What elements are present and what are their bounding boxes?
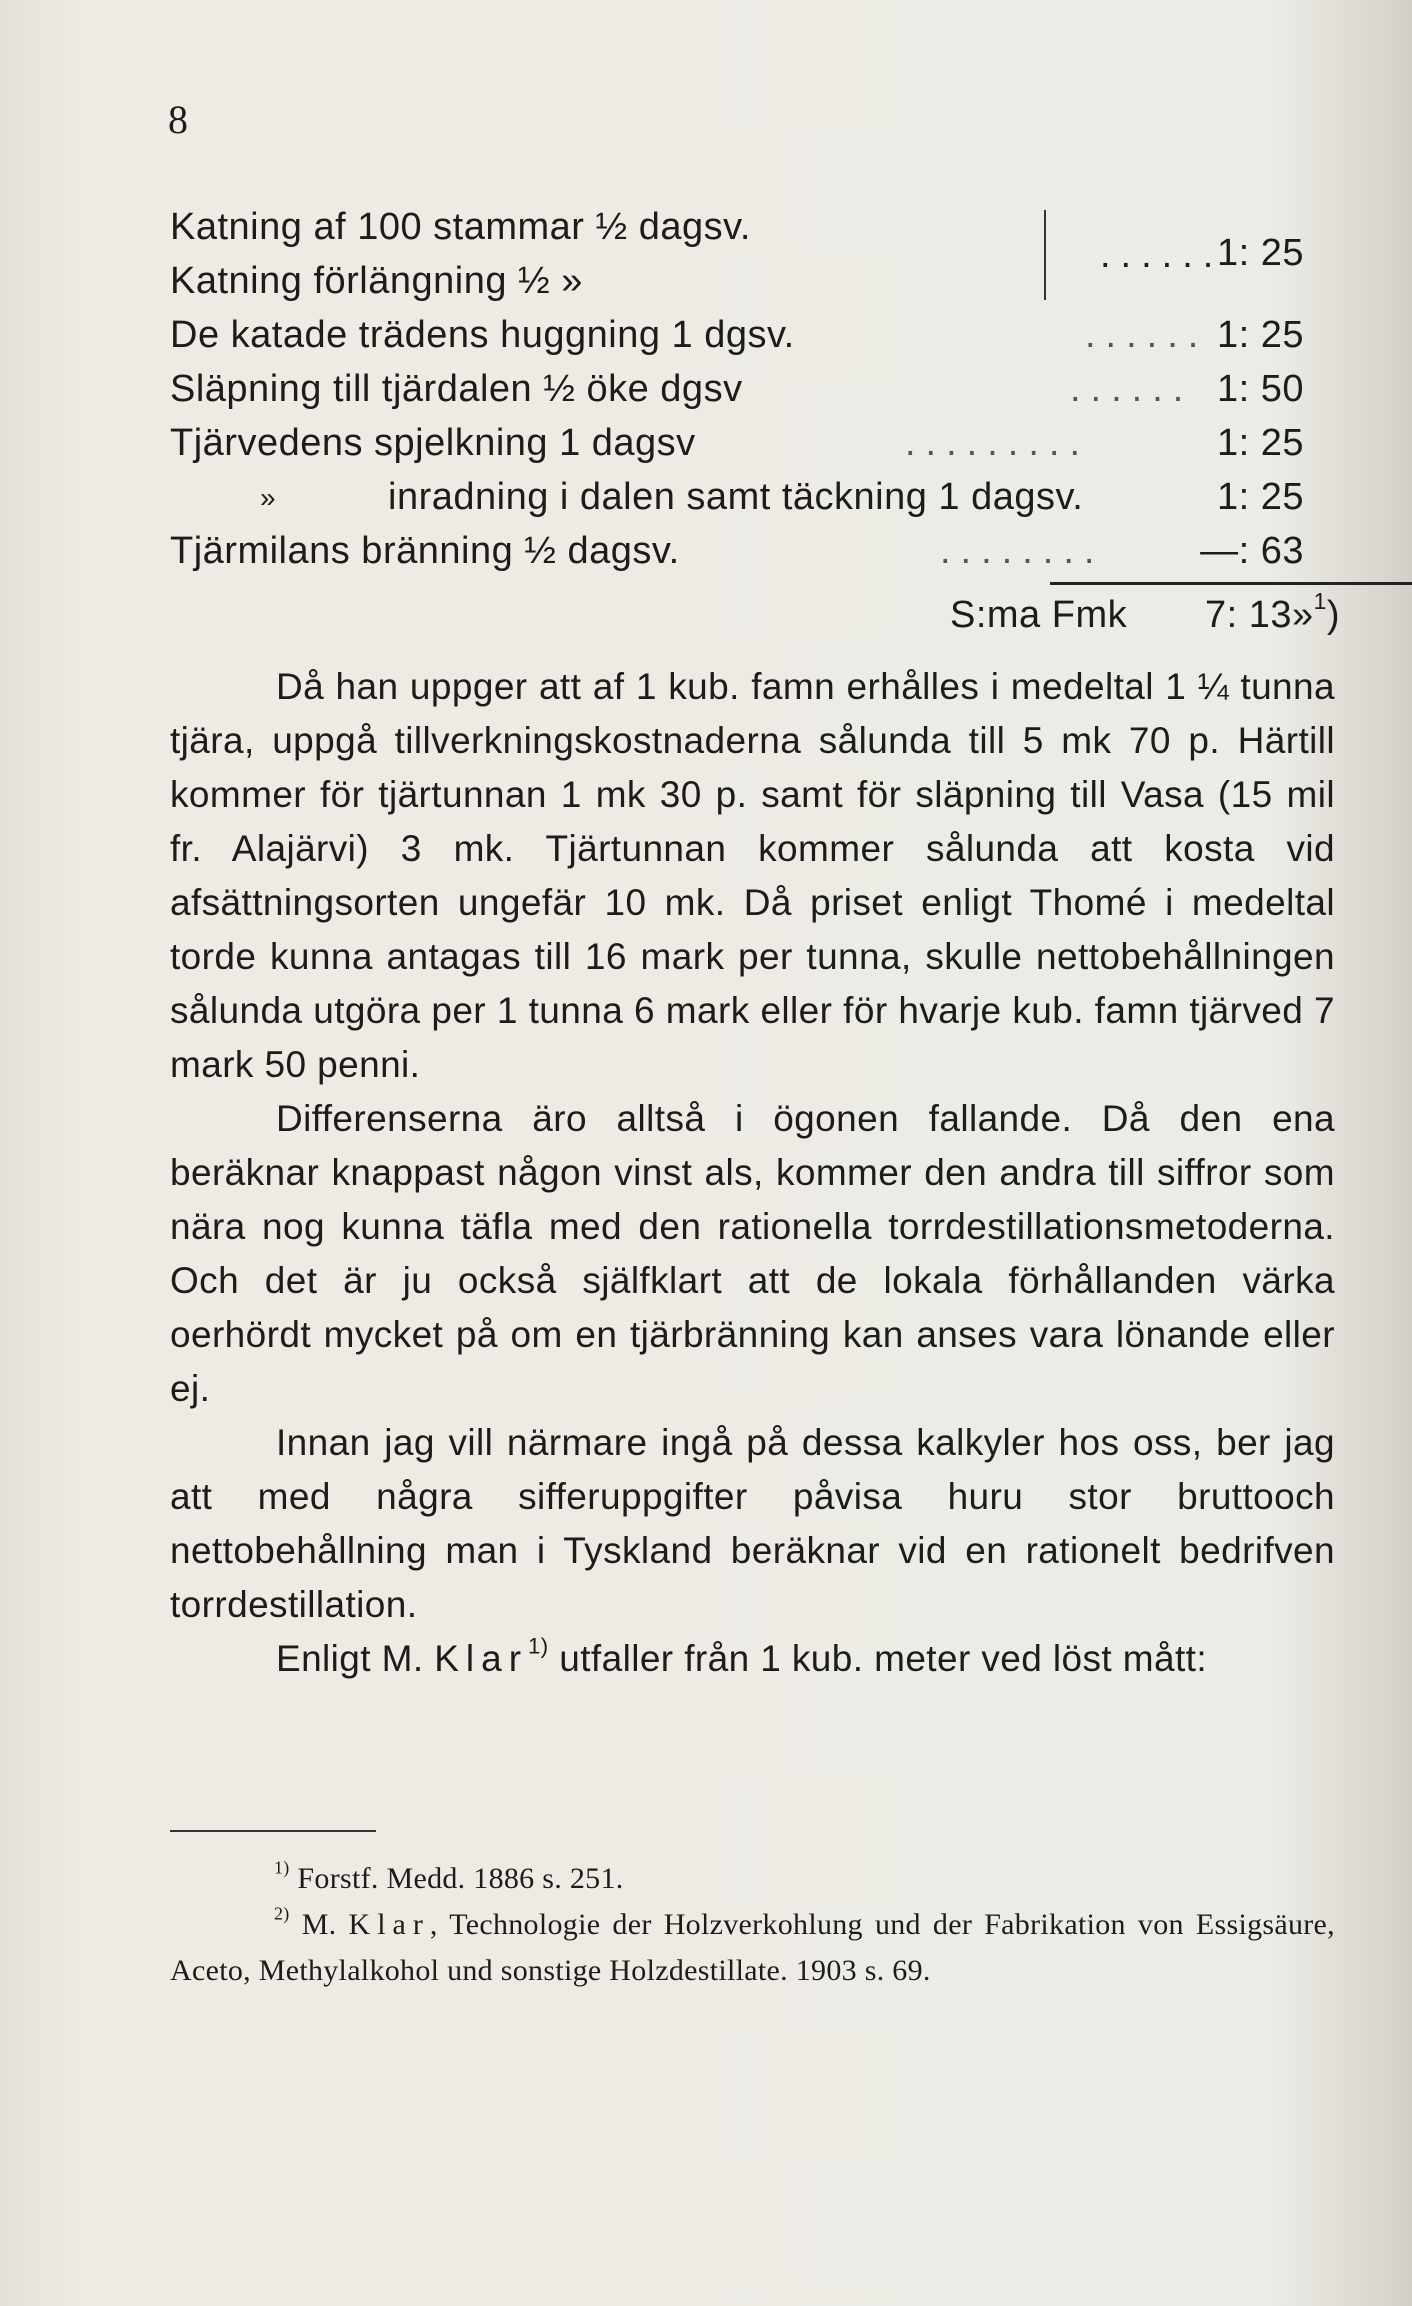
ledger-dots: ...... bbox=[1085, 314, 1209, 356]
author-name: Klar bbox=[434, 1638, 529, 1679]
paragraph bbox=[170, 1632, 1335, 1686]
paragraph: Differenserna äro alltså i ögonen fallande. Då den ena beräknar knappast någon vinst als, kommer den andra till siffror som nära nog kunna täfla med den rationella torrdestillationsmetoderna. Och det är ju också själfklart att de lokala förhållanden värka oerhördt mycket på om en tjärbränning kan anses vara lönande eller ej. bbox=[170, 1098, 1335, 1409]
ledger-row bbox=[170, 306, 1340, 360]
ledger-amount: 1: 50 bbox=[1216, 368, 1304, 410]
footnote bbox=[170, 1902, 1335, 1994]
ledger-row bbox=[170, 414, 1340, 468]
ledger-row bbox=[170, 468, 1340, 522]
ledger-amount: 1: 25 bbox=[1216, 314, 1304, 356]
footnote-mark: 2) bbox=[274, 1903, 290, 1924]
ledger-row bbox=[170, 360, 1340, 414]
paragraph-text: utfaller från 1 kub. meter ved löst mått: bbox=[559, 1638, 1207, 1679]
sum-rule bbox=[1050, 582, 1412, 585]
footnote bbox=[170, 1856, 1335, 1902]
ledger-label: Katning af 100 stammar ½ dagsv. bbox=[170, 206, 751, 248]
footnotes bbox=[170, 1856, 1335, 1994]
footnote-text: M. bbox=[301, 1908, 337, 1941]
sum-value-text: 7: 13» bbox=[1205, 594, 1314, 636]
cost-ledger bbox=[170, 198, 1340, 640]
sum-note-close: ) bbox=[1326, 594, 1340, 636]
sum-value bbox=[1205, 587, 1340, 637]
sum-label: S:ma Fmk bbox=[950, 594, 1128, 636]
ledger-amount: 1: 25 bbox=[1216, 422, 1304, 464]
ledger-dots: ...... bbox=[1070, 368, 1194, 410]
paragraph: Då han uppger att af 1 kub. famn erhålles i medeltal 1 ¼ tunna tjära, uppgå tillverkningskostnaderna sålunda till 5 mk 70 p. Härtill kommer för tjärtunnan 1 mk 30 p. samt för släpning till Vasa (15 mil fr. Alajärvi) 3 mk. Tjärtunnan kommer sålunda att kosta vid afsättningsorten ungefär 10 mk. Då priset enligt Thomé i medeltal torde kunna antagas till 16 mark per tunna, skulle nettobehållningen sålunda utgöra per 1 tunna 6 mark eller för hvarje kub. famn tjärved 7 mark 50 penni. bbox=[170, 666, 1335, 1085]
footnote-ref: 1) bbox=[528, 1633, 549, 1659]
ledger-row bbox=[170, 522, 1340, 576]
ledger-label: Släpning till tjärdalen ½ öke dgsv bbox=[170, 368, 743, 410]
ledger-label: inradning i dalen samt täckning 1 dagsv. bbox=[388, 476, 1084, 518]
footnote-text: , Technologie der Holzverkohlung und der Fabrikation von Essigsäure, Aceto, Methylalkohol und sonstige Holzdestillate. 1903 s. 69. bbox=[170, 1908, 1335, 1987]
ledger-amount: —: 63 bbox=[1200, 530, 1304, 572]
bracket-line bbox=[1044, 210, 1046, 300]
sum-row bbox=[170, 586, 1340, 640]
bracket-dots: ...... bbox=[1100, 234, 1224, 276]
ledger-label: Katning förlängning ½ » bbox=[170, 260, 583, 302]
paragraph-text: Enligt M. bbox=[276, 1638, 424, 1679]
ledger-label: Tjärvedens spjelkning 1 dagsv bbox=[170, 422, 696, 464]
footnote-text: Forstf. Medd. 1886 s. 251. bbox=[297, 1862, 624, 1895]
page-number: 8 bbox=[168, 97, 189, 142]
footnote-mark: 1) bbox=[274, 1857, 290, 1878]
bracket-amount: 1: 25 bbox=[1216, 232, 1304, 274]
ledger-label: De katade trädens huggning 1 dgsv. bbox=[170, 314, 795, 356]
ditto-mark: » bbox=[260, 482, 277, 513]
ledger-dots: ........ bbox=[940, 530, 1105, 572]
paragraph: Innan jag vill närmare ingå på dessa kalkyler hos oss, ber jag att med några sifferuppgifter påvisa huru stor bruttooch nettobehållning man i Tyskland beräknar vid en rationelt bedrifven torrdestillation. bbox=[170, 1422, 1335, 1625]
footnote-rule bbox=[170, 1830, 376, 1832]
ledger-dots: ......... bbox=[905, 422, 1091, 464]
ledger-label: Tjärmilans bränning ½ dagsv. bbox=[170, 530, 680, 572]
ledger-amount: 1: 25 bbox=[1216, 476, 1304, 518]
footnote-ref: 1 bbox=[1313, 587, 1327, 614]
author-name: Klar bbox=[348, 1908, 430, 1941]
body-text bbox=[170, 660, 1335, 1686]
